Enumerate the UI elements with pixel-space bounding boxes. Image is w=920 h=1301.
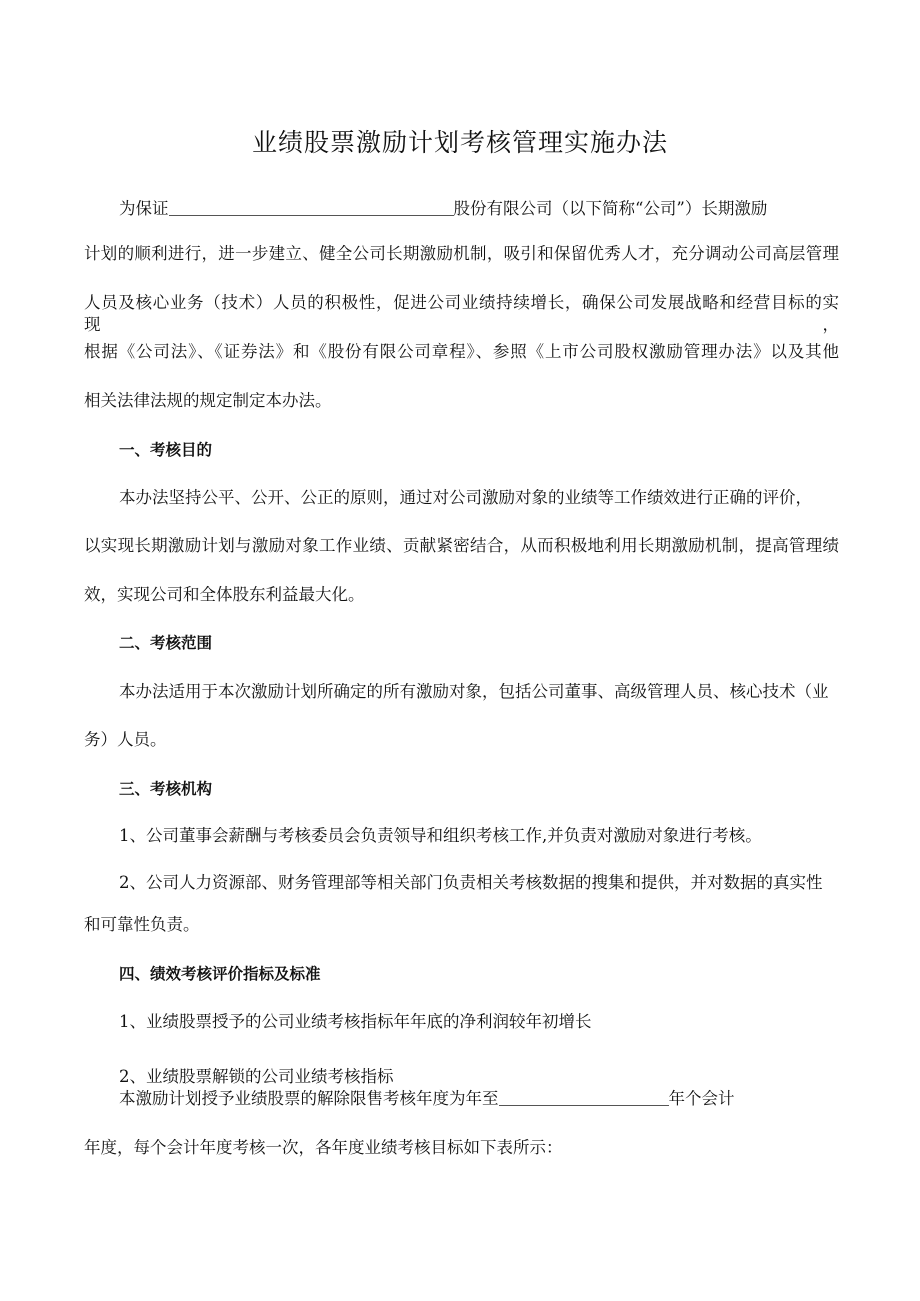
purpose-line: 效，实现公司和全体股东利益最大化。 xyxy=(84,585,365,604)
document-title: 业绩股票激励计划考核管理实施办法 xyxy=(251,128,668,157)
purpose-line: 本办法坚持公平、公开、公正的原则，通过对公司激励对象的业绩等工作绩效进行正确的评价， xyxy=(119,488,812,507)
intro-line: 人员及核心业务（技术）人员的积极性，促进公司业绩持续增长，确保公司发展战略和经营目标的实现， xyxy=(84,293,839,334)
unlock-period-blank xyxy=(499,1088,669,1106)
scope-line: 本办法适用于本次激励计划所确定的所有激励对象，包括公司董事、高级管理人员、核心技术（业 xyxy=(119,682,829,701)
intro-line: 根据《公司法》、《证券法》和《股份有限公司章程》、参照《上市公司股权激励管理办法》以及其他 xyxy=(84,342,839,361)
indicator-item-1: 1、业绩股票授予的公司业绩考核指标年年底的净利润较年初增长 xyxy=(119,1012,592,1031)
indicator-item-2: 2、业绩股票解锁的公司业绩考核指标 xyxy=(119,1067,394,1086)
company-name-blank xyxy=(169,198,454,216)
section-heading-indicators: 四、绩效考核评价指标及标准 xyxy=(119,965,321,983)
intro-line: 计划的顺利进行，进一步建立、健全公司长期激励机制，吸引和保留优秀人才，充分调动公司高层管理 xyxy=(84,244,839,263)
unlock-period-prefix: 本激励计划授予业绩股票的解除限售考核年度为年至 xyxy=(119,1089,499,1108)
scope-line: 务）人员。 xyxy=(84,730,167,749)
intro-line: 相关法律法规的规定制定本办法。 xyxy=(84,391,332,410)
section-heading-scope: 二、考核范围 xyxy=(119,634,213,652)
organization-item-1: 1、公司董事会薪酬与考核委员会负责领导和组织考核工作,并负责对激励对象进行考核。 xyxy=(119,826,762,845)
purpose-line: 以实现长期激励计划与激励对象工作业绩、贡献紧密结合，从而积极地利用长期激励机制，提高管理绩 xyxy=(84,536,839,555)
intro-first-line xyxy=(119,198,767,220)
organization-item-2-line: 和可靠性负责。 xyxy=(84,915,200,934)
section-heading-purpose: 一、考核目的 xyxy=(119,441,213,459)
intro-prefix: 为保证 xyxy=(119,199,169,218)
intro-suffix: 股份有限公司（以下简称“公司”）长期激励 xyxy=(453,199,768,218)
section-heading-organization: 三、考核机构 xyxy=(119,780,213,798)
unlock-period-line xyxy=(119,1088,735,1110)
organization-item-2-line: 2、公司人力资源部、财务管理部等相关部门负责相关考核数据的搜集和提供，并对数据的真实性 xyxy=(119,873,823,892)
unlock-period-suffix: 年个会计 xyxy=(668,1089,735,1108)
unlock-period-last-line: 年度，每个会计年度考核一次，各年度业绩考核目标如下表所示： xyxy=(84,1138,563,1157)
